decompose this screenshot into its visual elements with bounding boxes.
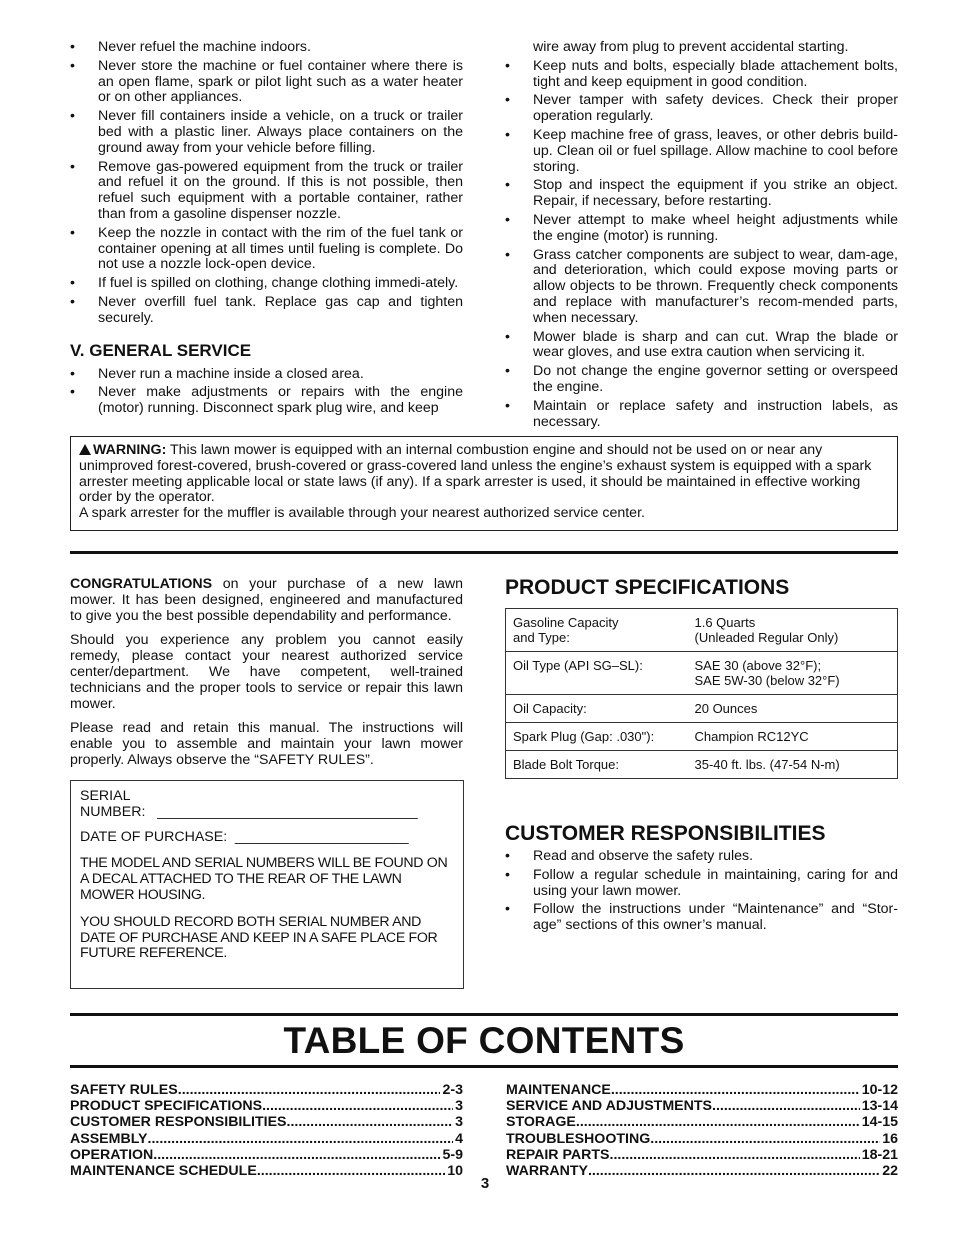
congratulations-label: CONGRATULATIONS [70,576,213,592]
toc-leader [610,1147,860,1163]
table-row [506,652,898,695]
toc-entry[interactable] [506,1131,898,1147]
toc-entry[interactable] [506,1114,898,1130]
toc-leader [588,1163,880,1179]
serial-label: SERIAL [80,788,131,804]
toc-entry-label: SAFETY RULES [70,1082,178,1098]
list-item: • Never attempt to make wheel height adjustments while the engine (motor) is running. [505,213,898,245]
congratulations-text: on your purchase of a new lawn mower. It has been designed, engineered and manufactured to give you the best possible dependability and performance. [70,576,463,624]
toc-entry-label: MAINTENANCE SCHEDULE [70,1163,257,1180]
toc-entry-page: 5-9 [442,1146,463,1163]
list-item: • If fuel is spilled on clothing, change clothing immedi-ately. [70,276,463,292]
toc-entry[interactable] [506,1163,898,1179]
toc-leader [287,1114,454,1130]
date-of-purchase-label: DATE OF PURCHASE: [80,828,228,845]
toc-top-rule [70,1013,898,1016]
toc-entry[interactable] [70,1114,463,1130]
service-safety-list [505,40,898,430]
list-item: • Never make adjustments or repairs with the engine (motor) running. Disconnect spark plug wire, and keep [70,385,463,417]
right-top-column [505,40,898,433]
warning-label: WARNING: [93,442,167,458]
customer-responsibilities-section [505,822,898,937]
toc-entry-page: 4 [455,1130,463,1147]
spec-label: Spark Plug (Gap: .030"): [506,723,688,751]
list-item: • Follow a regular schedule in maintaining, caring for and using your lawn mower. [505,868,898,900]
general-service-list [70,367,463,417]
table-row [506,609,898,652]
list-item: • Mower blade is sharp and can cut. Wrap the blade or wear gloves, and use extra caution when servicing it. [505,330,898,362]
serial-number-label: NUMBER: [80,803,146,820]
list-item: • Never refuel the machine indoors. [70,40,463,56]
toc-entry[interactable] [70,1131,463,1147]
toc-entry-page: 10-12 [861,1082,898,1098]
table-row [506,695,898,723]
toc-entry-page: 14-15 [861,1114,898,1131]
toc-entry[interactable] [70,1163,463,1179]
date-of-purchase-field[interactable]: ______________________ [235,828,409,845]
list-item-continuation: wire away from plug to prevent accidental starting. [533,39,849,55]
toc-entry[interactable] [506,1082,898,1098]
general-service-heading: V. GENERAL SERVICE [70,340,252,360]
toc-leader [611,1082,860,1098]
toc-entry-page: 13-14 [861,1098,898,1115]
spec-value: 1.6 Quarts (Unleaded Regular Only) [688,609,898,652]
list-item: • Grass catcher components are subject to wear, dam-age, and deterioration, which could expose moving parts or allow objects to be thrown. Frequently check components and replace with manufacturer’s recom-mended parts, when necessary. [505,248,898,327]
list-item: • Never overfill fuel tank. Replace gas cap and tighten securely. [70,295,463,327]
list-item: • Read and observe the safety rules. [505,849,898,865]
toc-entry[interactable] [70,1147,463,1163]
table-row [506,751,898,779]
product-specifications-heading: PRODUCT SPECIFICATIONS [505,576,790,599]
toc-entry-page: 22 [882,1163,898,1180]
toc-entry-page: 16 [882,1130,898,1147]
toc-entry-label: TROUBLESHOOTING [506,1130,651,1147]
toc-entry-label: ASSEMBLY [70,1130,148,1147]
warning-box [70,436,898,531]
spec-label: Gasoline Capacity and Type: [506,609,688,652]
table-row [506,723,898,751]
model-serial-note: THE MODEL AND SERIAL NUMBERS WILL BE FOUND ON A DECAL ATTACHED TO THE REAR OF THE LAWN MOWER HOUSING. [80,855,448,903]
toc-entry-page: 18-21 [861,1146,898,1163]
toc-leader [257,1163,445,1179]
toc-entry-label: OPERATION [70,1146,154,1163]
toc-entry-label: CUSTOMER RESPONSIBILITIES [70,1114,287,1131]
record-advice-note: YOU SHOULD RECORD BOTH SERIAL NUMBER AND DATE OF PURCHASE AND KEEP IN A SAFE PLACE FOR FUTURE REFERENCE. [80,913,438,962]
list-item: • Follow the instructions under “Maintenance” and “Stor-age” sections of this owner’s manual. [505,902,898,934]
support-paragraph: Should you experience any problem you cannot easily remedy, please contact your nearest authorized service center/department. We have competent, well-trained technicians and the proper tools to service or repair this lawn mower. [70,632,463,712]
toc-entry-page: 10 [447,1163,463,1180]
toc-leader [153,1147,440,1163]
warning-text: This lawn mower is equipped with an internal combustion engine and should not be used on or near any unimproved forest-covered, brush-covered or grass-covered land unless the engine’s exhaust system is equipped with a spark arrester meeting applicable local or state laws (if any). If a spark arrester is used, it should be maintained in effective working order by the operator. [79,442,872,506]
toc-leader [576,1114,860,1130]
section-divider [70,551,898,554]
toc-leader [650,1131,880,1147]
intro-column [70,577,463,778]
spec-value: 20 Ounces [688,695,898,723]
toc-entry[interactable] [506,1098,898,1114]
list-item: • Never tamper with safety devices. Check their proper operation regularly. [505,93,898,125]
list-item: • Keep machine free of grass, leaves, or other debris build-up. Clean oil or fuel spillage. Allow machine to cool before storing. [505,128,898,175]
fuel-safety-list [70,40,463,327]
toc-right-column [506,1082,898,1179]
toc-entry-page: 3 [455,1098,463,1115]
toc-entry[interactable] [70,1098,463,1114]
list-item: • Do not change the engine governor setting or overspeed the engine. [505,364,898,396]
toc-bottom-rule [70,1065,898,1068]
list-item: • Maintain or replace safety and instruction labels, as necessary. [505,399,898,431]
spec-label: Blade Bolt Torque: [506,751,688,779]
list-item: • Stop and inspect the equipment if you strike an object. Repair, if necessary, before restarting. [505,178,898,210]
toc-leader [712,1098,860,1114]
toc-entry-label: REPAIR PARTS [506,1146,610,1163]
customer-responsibilities-heading: CUSTOMER RESPONSIBILITIES [505,822,826,845]
spec-value: 35-40 ft. lbs. (47-54 N-m) [688,751,898,779]
left-top-column [70,40,463,420]
spec-value: SAE 30 (above 32°F); SAE 5W-30 (below 32°F) [688,652,898,695]
toc-title: TABLE OF CONTENTS [283,1020,685,1061]
toc-entry[interactable] [70,1082,463,1098]
toc-entry-label: MAINTENANCE [506,1082,611,1098]
toc-leader [262,1098,453,1114]
toc-entry-label: WARRANTY [506,1163,588,1180]
toc-entry-label: SERVICE AND ADJUSTMENTS [506,1098,713,1115]
retain-manual-paragraph: Please read and retain this manual. The instructions will enable you to assemble and maintain your lawn mower properly. Always observe the “SAFETY RULES”. [70,720,463,768]
list-item: • Never run a machine inside a closed area. [70,367,463,383]
list-item: • Never store the machine or fuel container where there is an open flame, spark or pilot light such as a water heater or on other appliances. [70,59,463,106]
toc-entry-label: STORAGE [506,1114,576,1131]
toc-entry-page: 2-3 [442,1082,463,1098]
list-item: • Keep the nozzle in contact with the rim of the fuel tank or container opening at all times until fueling is complete. Do not use a nozzle lock-open device. [70,226,463,273]
toc-left-column [70,1082,463,1179]
specifications-table [505,608,898,779]
toc-entry-page: 3 [455,1114,463,1131]
list-item: • Remove gas-powered equipment from the truck or trailer and refuel it on the ground. If this is not possible, then refuel such equipment with a portable container, rather than from a gasoline dispenser nozzle. [70,160,463,223]
toc-entry-label: PRODUCT SPECIFICATIONS [70,1098,263,1115]
spec-value: Champion RC12YC [688,723,898,751]
toc-leader [178,1082,441,1098]
serial-record-box [70,780,464,989]
serial-number-field[interactable]: _________________________________ [157,803,418,820]
spec-label: Oil Capacity: [506,695,688,723]
list-item: • Keep nuts and bolts, especially blade attachement bolts, tight and keep equipment in good condition. [505,59,898,91]
page-number: 3 [480,1175,490,1192]
congratulations-paragraph [70,577,463,624]
spec-label: Oil Type (API SG–SL): [506,652,688,695]
list-item: • Never fill containers inside a vehicle, on a truck or trailer bed with a plastic liner. Always place containers on the ground away from your vehicle before filling. [70,109,463,156]
warning-triangle-icon [79,444,91,455]
toc-leader [148,1131,454,1147]
warning-text-2: A spark arrester for the muffler is available through your nearest authorized service center. [79,505,645,522]
toc-entry[interactable] [506,1147,898,1163]
customer-responsibilities-list [505,849,898,934]
